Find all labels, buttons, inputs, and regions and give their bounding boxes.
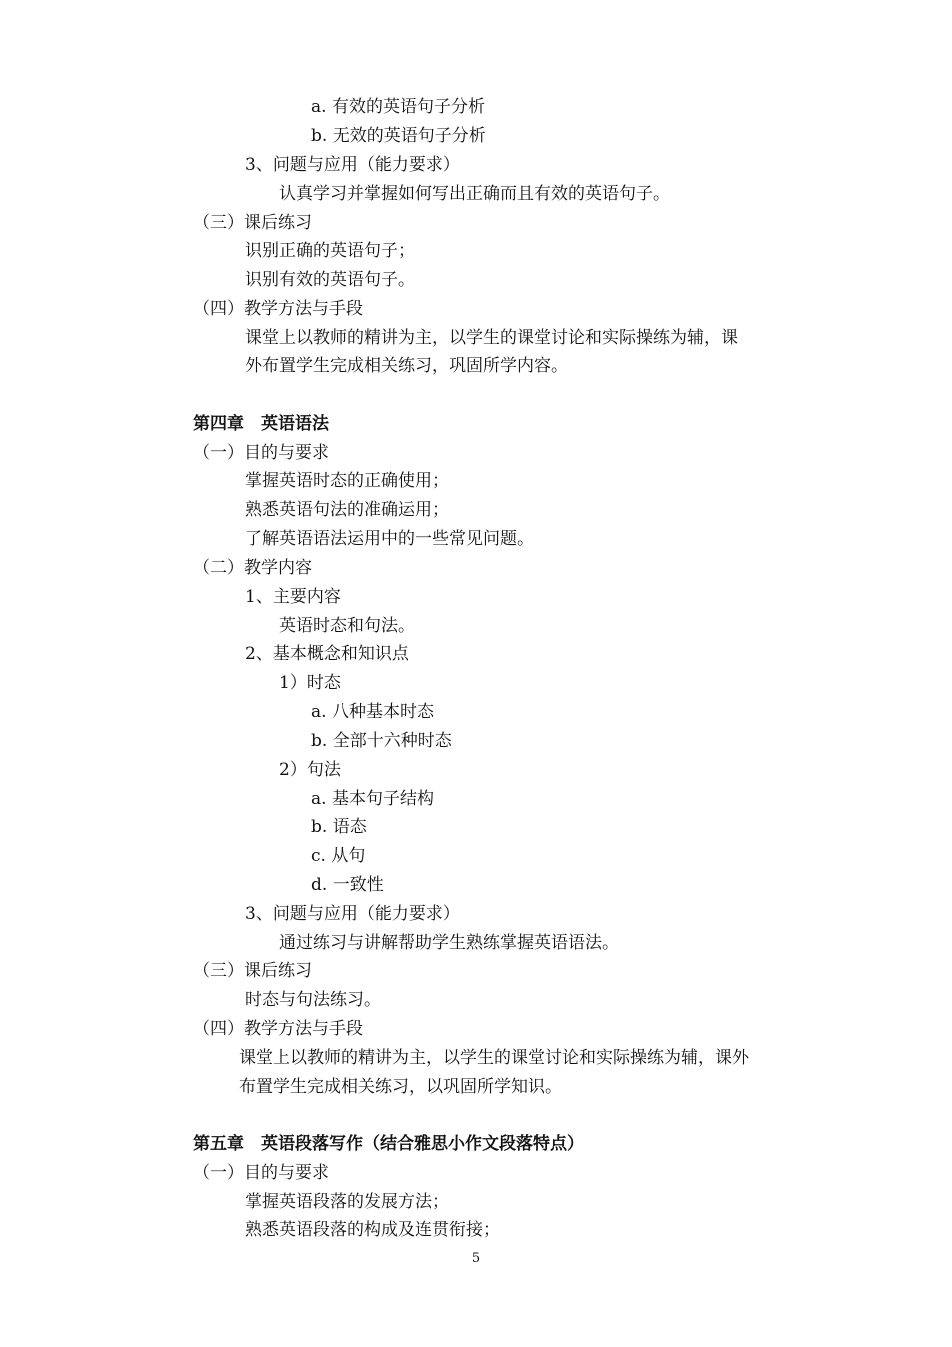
text-line: 识别有效的英语句子。 bbox=[245, 270, 415, 290]
text-line: b. 无效的英语句子分析 bbox=[311, 126, 486, 146]
text-line: （二）教学内容 bbox=[193, 558, 312, 578]
text-line: （三）课后练习 bbox=[193, 961, 312, 981]
text-line: 1、主要内容 bbox=[245, 587, 341, 607]
text-line: b. 全部十六种时态 bbox=[311, 731, 452, 751]
text-line: a. 有效的英语句子分析 bbox=[311, 97, 485, 117]
text-line: 认真学习并掌握如何写出正确而且有效的英语句子。 bbox=[279, 184, 670, 204]
text-line: 熟悉英语句法的准确运用； bbox=[245, 500, 449, 520]
text-line: 英语时态和句法。 bbox=[279, 616, 415, 636]
text-line: d. 一致性 bbox=[311, 875, 384, 895]
text-line: 3、问题与应用（能力要求） bbox=[245, 904, 460, 924]
chapter-heading: 第四章 英语语法 bbox=[193, 414, 329, 434]
text-line: （四）教学方法与手段 bbox=[193, 299, 363, 319]
text-line: 时态与句法练习。 bbox=[245, 990, 381, 1010]
text-line: 布置学生完成相关练习，以巩固所学知识。 bbox=[239, 1077, 562, 1097]
text-line: 课堂上以教师的精讲为主，以学生的课堂讨论和实际操练为辅，课外 bbox=[239, 1048, 749, 1068]
text-line: （一）目的与要求 bbox=[193, 443, 329, 463]
text-line: 2、基本概念和知识点 bbox=[245, 644, 409, 664]
text-line: （四）教学方法与手段 bbox=[193, 1019, 363, 1039]
text-line: b. 语态 bbox=[311, 817, 367, 837]
chapter-heading: 第五章 英语段落写作（结合雅思小作文段落特点） bbox=[193, 1134, 584, 1154]
text-line: 1）时态 bbox=[279, 673, 341, 693]
page-number: 5 bbox=[471, 1251, 481, 1266]
text-line: 3、问题与应用（能力要求） bbox=[245, 155, 460, 175]
text-line: （一）目的与要求 bbox=[193, 1163, 329, 1183]
text-line: 了解英语语法运用中的一些常见问题。 bbox=[245, 529, 534, 549]
text-line: a. 八种基本时态 bbox=[311, 702, 434, 722]
text-line: a. 基本句子结构 bbox=[311, 789, 434, 809]
text-line: 外布置学生完成相关练习，巩固所学内容。 bbox=[245, 356, 568, 376]
text-line: （三）课后练习 bbox=[193, 213, 312, 233]
text-line: 掌握英语时态的正确使用； bbox=[245, 471, 449, 491]
text-line: 识别正确的英语句子； bbox=[245, 241, 415, 261]
text-line: 课堂上以教师的精讲为主，以学生的课堂讨论和实际操练为辅，课 bbox=[245, 328, 738, 348]
text-line: 熟悉英语段落的构成及连贯衔接； bbox=[245, 1220, 500, 1240]
text-line: c. 从句 bbox=[311, 846, 366, 866]
text-line: 2）句法 bbox=[279, 760, 341, 780]
text-line: 掌握英语段落的发展方法； bbox=[245, 1192, 449, 1212]
text-line: 通过练习与讲解帮助学生熟练掌握英语语法。 bbox=[279, 933, 619, 953]
